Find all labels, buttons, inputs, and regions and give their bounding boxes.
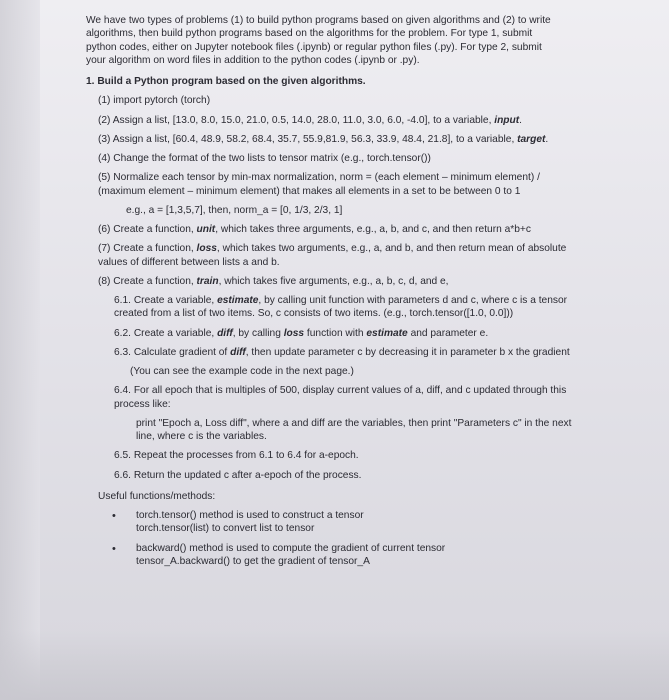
- step-8-text: (8) Create a function,: [98, 275, 197, 287]
- step-2-end: .: [519, 114, 522, 126]
- substep-6-4-print: [136, 417, 639, 444]
- step-5-line: (5) Normalize each tensor by min-max normalization, norm = (each element – minimum element) /: [98, 172, 540, 184]
- substep-6-3-text: 6.3. Calculate gradient of: [114, 346, 231, 358]
- intro-line: your algorithm on word files in addition to the python codes (.ipynb or .py).: [86, 54, 420, 66]
- substep-6-1-line: created from a list of two items. So, c consists of two items. (e.g., torch.tensor([1.0, 0.0])): [114, 308, 514, 320]
- step-6-text: (6) Create a function,: [98, 224, 197, 235]
- substep-6-5: 6.5. Repeat the processes from 6.1 to 6.4 for a-epoch.: [114, 450, 359, 462]
- intro-line: algorithms, then build python programs based on the algorithms for the problem. For type 1, submit: [86, 28, 533, 40]
- step-2-variable: input: [494, 114, 520, 126]
- intro-paragraph: [86, 14, 639, 67]
- substep-6-3-variable: diff: [230, 346, 246, 358]
- step-8: [98, 275, 639, 288]
- substep-6-4: [114, 384, 639, 411]
- step-7-line: [98, 242, 639, 255]
- bullet-icon: •: [112, 542, 116, 555]
- step-2: [98, 114, 639, 127]
- substep-6-3-note: (You can see the example code in the next page.): [130, 366, 354, 377]
- step-8-end: , which takes five arguments, e.g., a, b, c, d, and e,: [218, 275, 449, 287]
- step-6-end: , which takes three arguments, e.g., a, b, and c, and then return a*b+c: [215, 224, 531, 235]
- step-3: [98, 133, 639, 146]
- intro-line: We have two types of problems (1) to build python programs based on given algorithms and (2) to write: [86, 15, 551, 26]
- step-3-text: (3) Assign a list, [60.4, 48.9, 58.2, 68.4, 35.7, 55.9,81.9, 56.3, 33.9, 48.4, 21.8], to a variable,: [98, 133, 518, 145]
- step-7-line: values of different between lists a and b.: [98, 256, 280, 268]
- substep-6-2-function: loss: [283, 327, 305, 339]
- step-6-function: unit: [196, 224, 216, 235]
- step-3-variable: target: [517, 133, 546, 145]
- substep-6-1-end: , by calling unit function with parameters d and c, where c is a tensor: [258, 295, 568, 306]
- bullet-item: [112, 542, 639, 569]
- substep-6-4-line: process like:: [114, 398, 171, 410]
- step-1: (1) import pytorch (torch): [98, 95, 211, 107]
- substep-6-2-text: , by calling: [232, 327, 284, 339]
- step-7-end: , which takes two arguments, e.g., a, and b, and then return mean of absolute: [216, 243, 567, 255]
- substep-6-2-estimate: estimate: [366, 327, 408, 339]
- substep-6-1: [114, 294, 639, 321]
- page-shadow-bottom: [0, 630, 669, 700]
- substep-6-4-print-line: print "Epoch a, Loss diff", where a and diff are the variables, then print "Parameters c" in the next: [136, 417, 572, 429]
- section-heading: 1. Build a Python program based on the given algorithms.: [86, 76, 366, 87]
- substep-6-1-text: 6.1. Create a variable,: [114, 295, 218, 306]
- step-7-text: (7) Create a function,: [98, 243, 197, 255]
- bullet-icon: •: [112, 510, 116, 522]
- substep-6-2: [114, 327, 639, 340]
- step-7-function: loss: [196, 243, 217, 255]
- step-3-end: .: [545, 133, 549, 145]
- substep-6-1-line: [114, 294, 639, 307]
- bullet-line: tensor_A.backward() to get the gradient of tensor_A: [136, 555, 370, 567]
- bullet-item: [112, 509, 639, 536]
- substep-6-3-end: , then update parameter c by decreasing it in parameter b x the gradient: [245, 346, 570, 358]
- step-4: (4) Change the format of the two lists to tensor matrix (e.g., torch.tensor()): [98, 153, 431, 164]
- substep-6-2-variable: diff: [217, 327, 233, 339]
- step-7: [98, 242, 639, 269]
- substep-6-4-line: 6.4. For all epoch that is multiples of 500, display current values of a, diff, and c updated through this: [114, 385, 567, 397]
- page-shadow-left: [0, 0, 40, 700]
- bullet-line: torch.tensor() method is used to construct a tensor: [136, 510, 364, 521]
- substep-6-2-text: 6.2. Create a variable,: [114, 327, 218, 339]
- substep-6-2-end: and parameter e.: [407, 327, 489, 339]
- step-5-line: (maximum element – minimum element) that makes all elements in a set to be between 0 to 1: [98, 185, 521, 197]
- step-5: [98, 171, 639, 198]
- step-8-function: train: [196, 275, 219, 287]
- intro-line: python codes, either on Jupyter notebook files (.ipynb) or regular python files (.py). For type 2, submit: [86, 41, 542, 53]
- step-6: [98, 223, 639, 236]
- substep-6-3: [114, 346, 639, 359]
- substep-6-4-print-line: line, where c is the variables.: [136, 431, 267, 442]
- substep-6-2-text: function with: [304, 327, 367, 339]
- step-5-example: e.g., a = [1,3,5,7], then, norm_a = [0, 1/3, 2/3, 1]: [126, 204, 343, 216]
- bullet-line: torch.tensor(list) to convert list to tensor: [136, 523, 315, 535]
- bullet-line: backward() method is used to compute the gradient of current tensor: [136, 542, 446, 554]
- useful-functions-title: Useful functions/methods:: [98, 490, 216, 502]
- substep-6-6: 6.6. Return the updated c after a-epoch of the process.: [114, 469, 362, 481]
- substep-6-1-variable: estimate: [217, 295, 259, 306]
- step-2-text: (2) Assign a list, [13.0, 8.0, 15.0, 21.0, 0.5, 14.0, 28.0, 11.0, 3.0, 6.0, -4.0], to a variable,: [98, 114, 495, 126]
